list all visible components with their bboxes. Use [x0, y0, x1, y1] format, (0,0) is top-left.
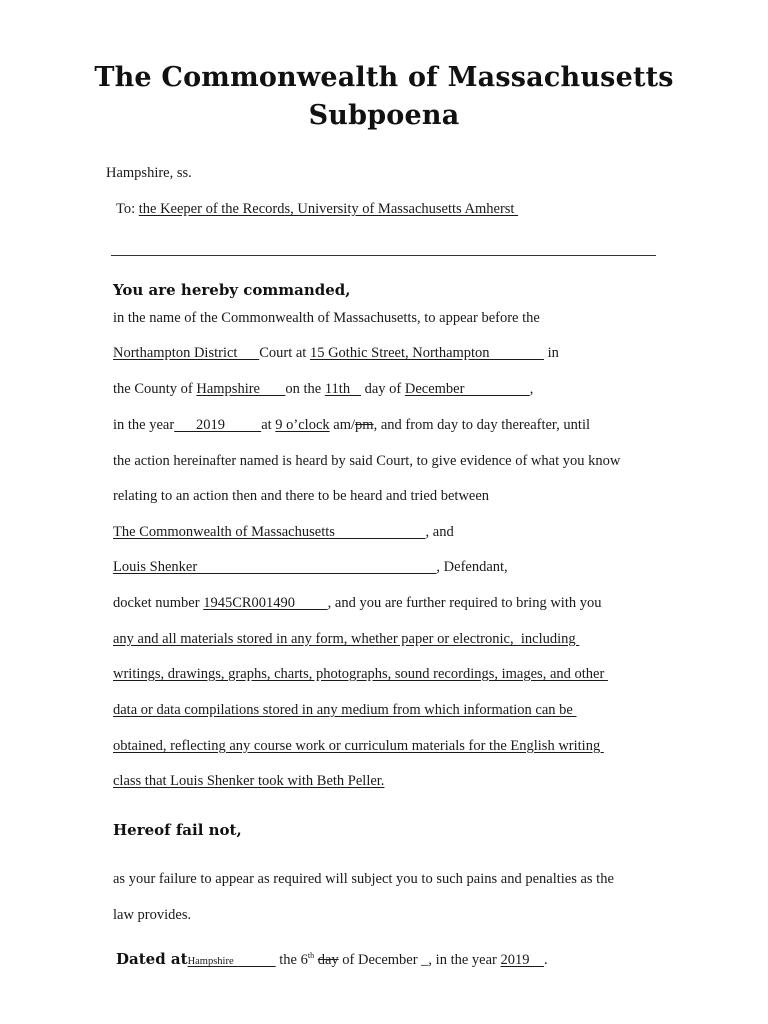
commanded-intro: in the name of the Commonwealth of Massachusetts, to appear before the [113, 310, 540, 326]
comma: , [529, 381, 534, 397]
defendant-field: Louis Shenker [113, 559, 437, 575]
day-field: 11th [324, 381, 361, 397]
materials-line-1: any and all materials stored in any form, whether paper or electronic, including [113, 631, 580, 647]
evidence-line: the action hereinafter named is heard by said Court, to give evidence of what you know [113, 453, 621, 469]
defendant-label: , Defendant, [436, 559, 508, 575]
docket-line [113, 595, 601, 612]
court-name-field: Northampton District [113, 345, 260, 361]
month-field: December [404, 381, 530, 397]
dated-year-field: 2019 [500, 952, 544, 968]
am-label: am/ [333, 417, 356, 433]
day-word: day [317, 952, 339, 968]
document-title: The Commonwealth of Massachusetts [94, 62, 674, 93]
materials-line-5: class that Louis Shenker took with Beth Peller. [113, 773, 385, 789]
defendant-line [113, 559, 508, 576]
year-prefix: in the year [113, 417, 175, 433]
year-field: 2019 [174, 417, 262, 433]
docket-prefix: docket number [113, 595, 200, 611]
docket-field: 1945CR001490 [203, 595, 328, 611]
court-label: Court at [259, 345, 307, 361]
on-the-label: on the [285, 381, 322, 397]
to-line [116, 201, 518, 218]
plaintiff-line [113, 524, 454, 541]
dated-place-field: Hampshire [187, 956, 276, 967]
county-field: Hampshire [196, 381, 286, 397]
pm-struck: pm [355, 417, 374, 433]
day-of-label: day of [364, 381, 402, 397]
divider-line [111, 255, 656, 256]
materials-line-4: obtained, reflecting any course work or curriculum materials for the English writing [113, 738, 604, 754]
day-suffix: th [307, 951, 315, 961]
the-word: the [279, 952, 297, 968]
dated-label: Dated at [116, 950, 188, 968]
to-label: To: [116, 201, 136, 217]
time-field: 9 o’clock [275, 417, 330, 433]
document-subtitle: Subpoena [308, 100, 460, 131]
fail-heading: Hereof fail not, [113, 821, 242, 839]
after-time-text: , and from day to day thereafter, until [373, 417, 591, 433]
materials-line-3: data or data compilations stored in any medium from which information can be [113, 702, 577, 718]
fail-line-2: law provides. [113, 907, 192, 923]
day-number: 6 [300, 952, 308, 968]
recipient-field: the Keeper of the Records, University of Massachusetts Amherst [138, 201, 519, 217]
plaintiff-field: The Commonwealth of Massachusetts [113, 524, 426, 540]
of-month-text: of December _, in the year [338, 952, 497, 968]
materials-line-2: writings, drawings, graphs, charts, photographs, sound recordings, images, and other [113, 666, 608, 682]
final-period: . [544, 952, 548, 968]
court-address-field: 15 Gothic Street, Northampton [309, 345, 544, 361]
relating-line: relating to an action then and there to be heard and tried between [113, 488, 490, 504]
year-line [113, 417, 590, 434]
in-word: in [547, 345, 559, 361]
dated-line [116, 950, 548, 969]
court-line [113, 345, 559, 362]
commanded-heading: You are hereby commanded, [113, 281, 351, 299]
county-prefix: the County of [113, 381, 193, 397]
docket-suffix: , and you are further required to bring with you [327, 595, 602, 611]
and-word: , and [425, 524, 454, 540]
fail-line-1: as your failure to appear as required will subject you to such pains and penalties as the [113, 871, 614, 887]
venue-line: Hampshire, ss. [106, 165, 192, 181]
county-line [113, 381, 533, 398]
at-word: at [261, 417, 272, 433]
